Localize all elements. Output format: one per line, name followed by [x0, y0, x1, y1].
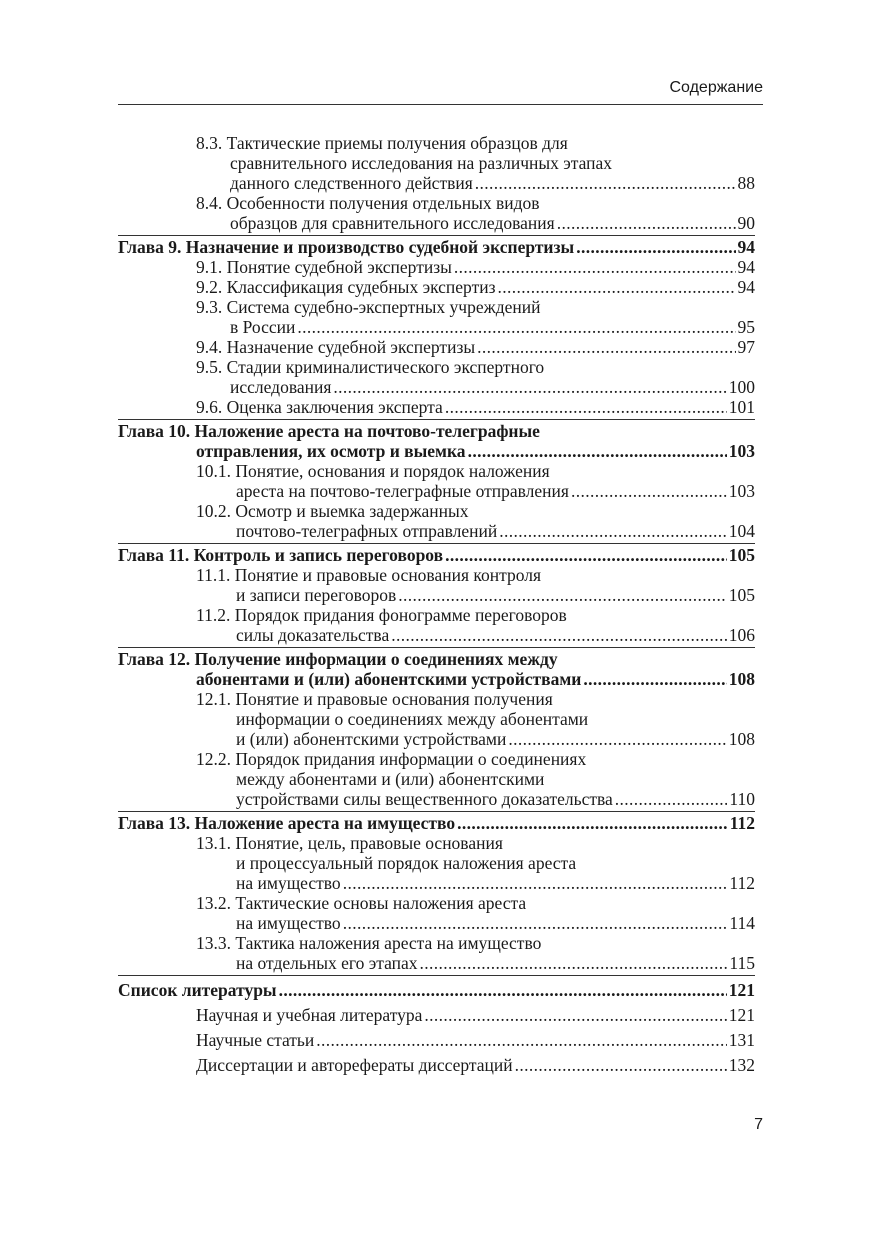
- toc-entry-8-4[interactable]: [118, 213, 755, 233]
- toc-bibliography-2[interactable]: [118, 1028, 755, 1053]
- page-number: 103: [728, 441, 755, 461]
- toc-entry-13-2-line2: на имущество: [236, 913, 341, 933]
- toc-entry-13-3-line2: на отдельных его этапах: [236, 953, 418, 973]
- dot-leader: [316, 1028, 726, 1053]
- toc-entry-12-1-line2: информации о соединениях между абонентами: [236, 709, 589, 729]
- chapter-title-line2: отправления, их осмотр и выемка: [196, 441, 466, 461]
- page-number: 105: [728, 545, 755, 565]
- dot-leader: [420, 953, 728, 973]
- entry-title: 9.6. Оценка заключения эксперта: [196, 397, 443, 417]
- dot-leader: [615, 789, 728, 809]
- page-number: 105: [728, 585, 755, 605]
- toc-block-bibliography: [118, 975, 755, 1078]
- toc-entry-9-5-line2: исследования: [230, 377, 332, 397]
- toc-entry-9-5-line1: 9.5. Стадии криминалистического экспертного: [196, 357, 545, 377]
- toc-entry-10-1-line2: ареста на почтово-телеграфные отправления: [236, 481, 569, 501]
- toc-entry-9-5[interactable]: [118, 377, 755, 397]
- toc-entry-13-1-line1: 13.1. Понятие, цель, правовые основания: [196, 833, 503, 853]
- toc-block-chapter-13: [118, 811, 755, 973]
- toc-chapter-12-line1: Глава 12. Получение информации о соединениях между: [118, 649, 558, 669]
- toc-chapter-12[interactable]: [118, 669, 755, 689]
- dot-leader: [515, 1053, 727, 1078]
- dot-leader: [445, 397, 727, 417]
- toc-entry-12-2-line2: между абонентами и (или) абонентскими: [236, 769, 545, 789]
- toc-entry-13-2[interactable]: [118, 913, 755, 933]
- dot-leader: [576, 237, 735, 257]
- page-number: 104: [728, 521, 755, 541]
- toc-chapter-10-line1: Глава 10. Наложение ареста на почтово-телеграфные: [118, 421, 540, 441]
- dot-leader: [454, 257, 736, 277]
- dot-leader: [571, 481, 727, 501]
- entry-title: Научная и учебная литература: [196, 1005, 423, 1025]
- dot-leader: [297, 317, 735, 337]
- toc-block-chapter-8-tail: [118, 132, 755, 233]
- toc-entry-10-1[interactable]: [118, 481, 755, 501]
- page-number: 131: [728, 1030, 755, 1050]
- toc-entry-12-2[interactable]: [118, 789, 755, 809]
- toc-chapter-13[interactable]: [118, 813, 755, 833]
- entry-title: 9.4. Назначение судебной экспертизы: [196, 337, 476, 357]
- dot-leader: [457, 813, 728, 833]
- page-number: 106: [728, 625, 755, 645]
- page-number-footer: 7: [754, 1116, 763, 1133]
- toc-entry-9-1[interactable]: [118, 257, 755, 277]
- page-number: 114: [729, 913, 755, 933]
- table-of-contents: [118, 132, 755, 1078]
- toc-entry-8-3-line2: сравнительного исследования на различных этапах: [230, 153, 613, 173]
- toc-entry-11-2[interactable]: [118, 625, 755, 645]
- toc-entry-12-1-line3: и (или) абонентскими устройствами: [236, 729, 507, 749]
- toc-entry-8-3-line3: данного следственного действия: [230, 173, 473, 193]
- page-number: 94: [737, 277, 755, 297]
- entry-title: Диссертации и авторефераты диссертаций: [196, 1055, 513, 1075]
- page-number: 112: [729, 813, 755, 833]
- page-number: 90: [737, 213, 755, 233]
- page-number: 94: [737, 257, 755, 277]
- dot-leader: [343, 873, 728, 893]
- toc-bibliography-3[interactable]: [118, 1053, 755, 1078]
- page-number: 132: [728, 1055, 755, 1075]
- entry-title: 9.2. Классификация судебных экспертиз: [196, 277, 496, 297]
- dot-leader: [475, 173, 736, 193]
- toc-block-chapter-10: [118, 419, 755, 541]
- dot-leader: [391, 625, 727, 645]
- dot-leader: [468, 441, 727, 461]
- toc-entry-9-3-line1: 9.3. Система судебно-экспертных учреждений: [196, 297, 541, 317]
- toc-bibliography-1[interactable]: [118, 1003, 755, 1028]
- page-number: 108: [728, 729, 755, 749]
- toc-bibliography[interactable]: [118, 977, 755, 1003]
- toc-block-chapter-12: [118, 647, 755, 809]
- page-number: 115: [729, 953, 755, 973]
- running-head-title: Содержание: [669, 79, 763, 96]
- toc-entry-13-1-line3: на имущество: [236, 873, 341, 893]
- toc-entry-9-3[interactable]: [118, 317, 755, 337]
- chapter-title: Глава 11. Контроль и запись переговоров: [118, 545, 444, 565]
- page-number: 110: [729, 789, 755, 809]
- toc-chapter-10[interactable]: [118, 441, 755, 461]
- page-number: 95: [737, 317, 755, 337]
- toc-entry-13-1-line2: и процессуальный порядок наложения ареста: [236, 853, 577, 873]
- chapter-title: Глава 9. Назначение и производство судебной экспертизы: [118, 237, 575, 257]
- toc-entry-11-2-line1: 11.2. Порядок придания фонограмме переговоров: [196, 605, 567, 625]
- page-number: 121: [728, 1005, 755, 1025]
- toc-chapter-11[interactable]: [118, 545, 755, 565]
- dot-leader: [333, 377, 726, 397]
- toc-entry-11-1[interactable]: [118, 585, 755, 605]
- dot-leader: [445, 545, 727, 565]
- page-number: 97: [737, 337, 755, 357]
- chapter-title: Глава 13. Наложение ареста на имущество: [118, 813, 456, 833]
- dot-leader: [508, 729, 726, 749]
- page-number: 121: [728, 980, 755, 1000]
- chapter-title: Список литературы: [118, 980, 277, 1000]
- toc-entry-8-3[interactable]: [118, 173, 755, 193]
- toc-entry-13-1[interactable]: [118, 873, 755, 893]
- entry-title: Научные статьи: [196, 1030, 315, 1050]
- toc-entry-13-3-line1: 13.3. Тактика наложения ареста на имущество: [196, 933, 542, 953]
- page-number: 103: [728, 481, 755, 501]
- dot-leader: [498, 277, 736, 297]
- toc-entry-11-2-line2: силы доказательства: [236, 625, 390, 645]
- toc-entry-11-1-line2: и записи переговоров: [236, 585, 397, 605]
- toc-entry-12-2-line1: 12.2. Порядок придания информации о соединениях: [196, 749, 587, 769]
- toc-entry-10-2[interactable]: [118, 521, 755, 541]
- dot-leader: [424, 1003, 726, 1028]
- toc-entry-10-2-line2: почтово-телеграфных отправлений: [236, 521, 498, 541]
- page-number: 94: [737, 237, 755, 257]
- dot-leader: [398, 585, 727, 605]
- toc-entry-10-1-line1: 10.1. Понятие, основания и порядок наложения: [196, 461, 550, 481]
- toc-entry-12-1-line1: 12.1. Понятие и правовые основания получения: [196, 689, 553, 709]
- page-number: 88: [737, 173, 755, 193]
- header-rule: [118, 104, 763, 105]
- dot-leader: [279, 977, 727, 1003]
- toc-entry-9-4[interactable]: [118, 337, 755, 357]
- toc-entry-8-3-line1: 8.3. Тактические приемы получения образцов для: [196, 133, 568, 153]
- toc-chapter-9[interactable]: [118, 237, 755, 257]
- page-number: 101: [728, 397, 755, 417]
- dot-leader: [499, 521, 727, 541]
- chapter-title-line2: абонентами и (или) абонентскими устройствами: [196, 669, 582, 689]
- toc-entry-10-2-line1: 10.2. Осмотр и выемка задержанных: [196, 501, 469, 521]
- toc-entry-13-2-line1: 13.2. Тактические основы наложения ареста: [196, 893, 527, 913]
- toc-entry-9-3-line2: в России: [230, 317, 296, 337]
- toc-entry-8-4-line2: образцов для сравнительного исследования: [230, 213, 555, 233]
- toc-entry-12-2-line3: устройствами силы вещественного доказательства: [236, 789, 613, 809]
- page-number: 112: [729, 873, 755, 893]
- toc-entry-12-1[interactable]: [118, 729, 755, 749]
- entry-title: 9.1. Понятие судебной экспертизы: [196, 257, 452, 277]
- toc-entry-13-3[interactable]: [118, 953, 755, 973]
- page-number: 100: [728, 377, 755, 397]
- dot-leader: [477, 337, 735, 357]
- toc-entry-9-6[interactable]: [118, 397, 755, 417]
- toc-entry-9-2[interactable]: [118, 277, 755, 297]
- page-number: 108: [728, 669, 755, 689]
- dot-leader: [583, 669, 726, 689]
- toc-block-chapter-9: [118, 235, 755, 417]
- toc-block-chapter-11: [118, 543, 755, 645]
- dot-leader: [557, 213, 736, 233]
- dot-leader: [343, 913, 728, 933]
- toc-entry-8-4-line1: 8.4. Особенности получения отдельных видов: [196, 193, 540, 213]
- toc-entry-11-1-line1: 11.1. Понятие и правовые основания контроля: [196, 565, 542, 585]
